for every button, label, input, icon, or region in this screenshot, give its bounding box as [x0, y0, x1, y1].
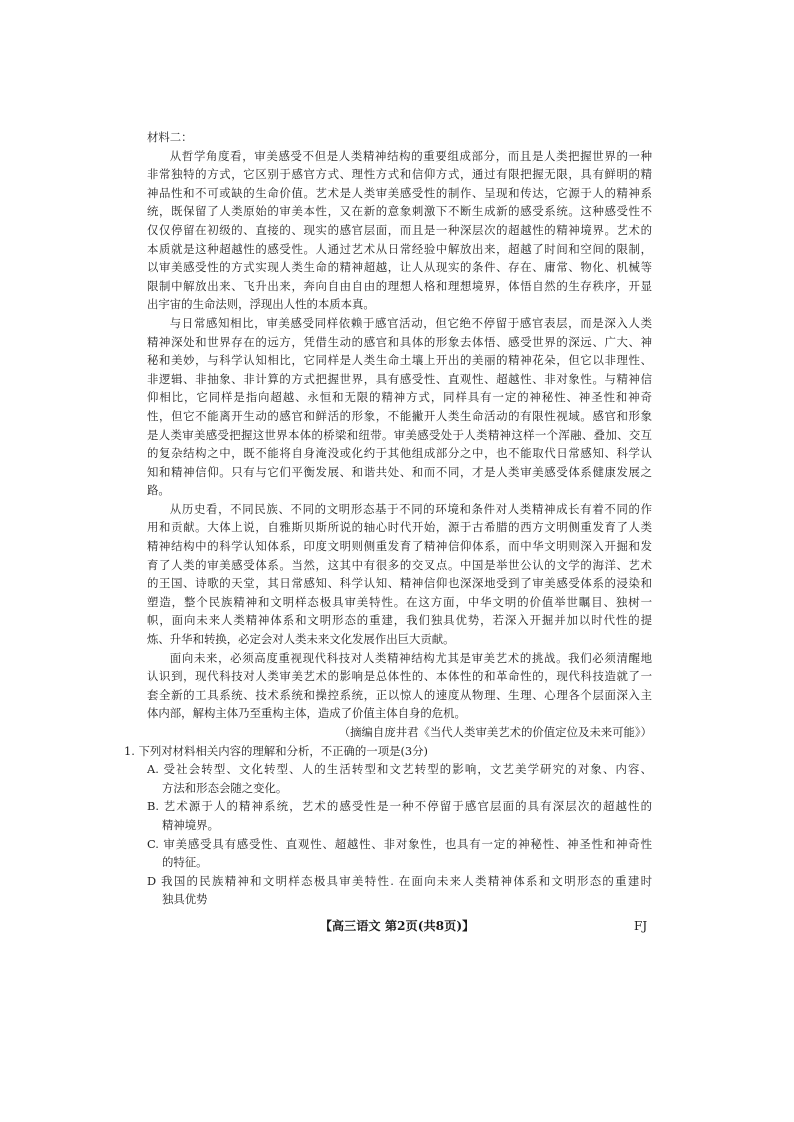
paragraph-line: 与日常感知相比，审美感受同样依赖于感官活动，但它绝不停留于感官表层，而是深入人类 [169, 315, 652, 330]
source-citation: （摘编自庞井君《当代人类审美艺术的价值定位及未来可能》） [338, 725, 652, 739]
paragraph-line: 仅仅停留在初级的、直接的、现实的感官层面，而且是一种深层次的超越性的精神境界。艺术的 [147, 222, 652, 237]
option-line: 的特征。 [162, 855, 208, 870]
answer-option [124, 835, 655, 872]
paragraph-line: 体内部，解构主体乃至重构主体，造成了价值主体自身的危机。 [147, 706, 466, 721]
paragraph [124, 649, 655, 723]
answer-option [124, 872, 655, 909]
option-line: C. 审美感受具有感受性、直观性、超越性、非对象性，也具有一定的神秘性、神圣性和神奇性 [147, 836, 652, 851]
option-line: D 我国的民族精神和文明样态极具审美特性. 在面向未来人类精神体系和文明形态的重建时 [147, 873, 652, 888]
paragraph-line: 精神结构中的科学认知体系，印度文明则侧重发育了精神信仰体系，而中华文明则深入开掘和发 [147, 539, 652, 554]
option-line: A. 受社会转型、文化转型、人的生活转型和文艺转型的影响，文艺美学研究的对象、内容、 [147, 762, 652, 777]
option-line: 方法和形态会随之变化。 [162, 780, 288, 795]
paragraph-line: 统，既保留了人类原始的审美本性，又在新的意象刺激下不断生成新的感受系统。这种感受性不 [147, 204, 652, 219]
paragraph [124, 500, 655, 649]
reading-material [124, 128, 655, 909]
paragraph-line: 炼、升华和转换，必定会对人类未来文化发展作出巨大贡献。 [147, 632, 455, 647]
paragraph-line: 神品性和不可或缺的生命价值。艺术是人类审美感受性的制作、呈现和传达，它源于人的精神系 [147, 185, 652, 200]
paragraph-line: 本质就是这种超越性的感受性。人通过艺术从日常经验中解放出来，超越了时间和空间的限制， [147, 241, 652, 256]
paragraph [124, 314, 655, 500]
paragraph-line: 仰相比，它同样是指向超越、永恒和无限的精神方式，同样具有一定的神秘性、神圣性和神奇 [147, 390, 652, 405]
paragraph-line: 非常独特的方式，它区别于感官方式、理性方式和信仰方式，通过有限把握无限，具有鲜明的精 [147, 167, 652, 182]
question-1 [124, 742, 655, 909]
paragraph-line: 的复杂结构之中，既不能将自身淹没或化约于其他组成部分之中，也不能取代日常感知、科学认 [147, 446, 652, 461]
option-line: 独具优势 [162, 892, 208, 907]
paragraph-line: 育了人类的审美感受体系。当然，这其中有很多的交叉点。中国是举世公认的文学的海洋、艺术 [147, 557, 652, 572]
paragraph-line: 限制中解放出来、飞升出来，奔向自由自由的理想人格和理想境界，体悟自然的生存秩序，开显 [147, 278, 652, 293]
paragraph-line: 秘和美妙，与科学认知相比，它同样是人类生命土壤上开出的美丽的精神花朵，但它以非理性、 [147, 353, 652, 368]
passage [124, 147, 655, 723]
paragraph-line: 是人类审美感受把握这世界本体的桥梁和纽带。审美感受处于人类精神这样一个浑融、叠加、交互 [147, 427, 652, 442]
paragraph-line: 从哲学角度看，审美感受不但是人类精神结构的重要组成部分，而且是人类把握世界的一种 [169, 148, 652, 163]
footer-code: FJ [634, 919, 648, 933]
paragraph-line: 从历史看，不同民族、不同的文明形态基于不同的环境和条件对人类精神成长有着不同的作 [169, 501, 652, 516]
paragraph-line: 出宇宙的生命法则，浮现出人性的本质本真。 [147, 297, 375, 312]
option-line: 精神境界。 [162, 817, 219, 832]
paragraph-line: 知和精神信仰。只有与它们平衡发展、和谐共处、和而不同，才是人类审美感受体系健康发展之 [147, 464, 652, 479]
paragraph-line: 的王国、诗歌的天堂，其日常感知、科学认知、精神信仰也深深地受到了审美感受体系的浸染和 [147, 576, 652, 591]
answer-option [124, 797, 655, 834]
answer-options [124, 760, 655, 909]
paragraph-line: 套全新的工具系统、技术系统和操控系统，正以惊人的速度从物理、生理、心理各个层面深入主 [147, 687, 652, 702]
paragraph-line: 塑造，整个民族精神和文明样态极具审美特性。在这方面，中华文明的价值举世瞩目、独树一 [147, 594, 652, 609]
material-heading: 材料二： [147, 130, 193, 144]
paragraph-line: 精神深处和世界存在的远方，凭借生动的感官和具体的形象去体悟、感受世界的深远、广大、神 [147, 334, 652, 349]
paragraph-line: 非逻辑、非抽象、非计算的方式把握世界，具有感受性、直观性、超越性、非对象性。与精神信 [147, 371, 652, 386]
question-stem: 1. 下列对材料相关内容的理解和分析，不正确的一项是(3分) [124, 743, 428, 758]
paragraph-line: 性，但它不能离开生动的感官和鲜活的形象，不能撇开人类生命活动的有限性视域。感官和形象 [147, 408, 652, 423]
paragraph [124, 147, 655, 314]
answer-option [124, 760, 655, 797]
paragraph-line: 路。 [147, 483, 170, 498]
paragraph-line: 以审美感受性的方式实现人类生命的精神超越，让人从现实的条件、存在、庸常、物化、机械等 [147, 260, 652, 275]
footer-page-label: 【高三语文 第2页(共8页)】 [319, 919, 475, 933]
option-line: B. 艺术源于人的精神系统，艺术的感受性是一种不停留于感官层面的具有深层次的超越性的 [147, 799, 652, 814]
paragraph-line: 面向未来，必须高度重视现代科技对人类精神结构尤其是审美艺术的挑战。我们必须清醒地 [169, 650, 652, 665]
paragraph-line: 帜，面向未来人类精神体系和文明形态的重建，我们独具优势，若深入开掘并加以时代性的提 [147, 613, 652, 628]
paragraph-line: 用和贡献。大体上说，自雅斯贝斯所说的轴心时代开始，源于古希腊的西方文明侧重发育了人类 [147, 520, 652, 535]
paragraph-line: 认识到，现代科技对人类审美艺术的影响是总体性的、本体性的和革命性的，现代科技造就了一 [147, 669, 652, 684]
